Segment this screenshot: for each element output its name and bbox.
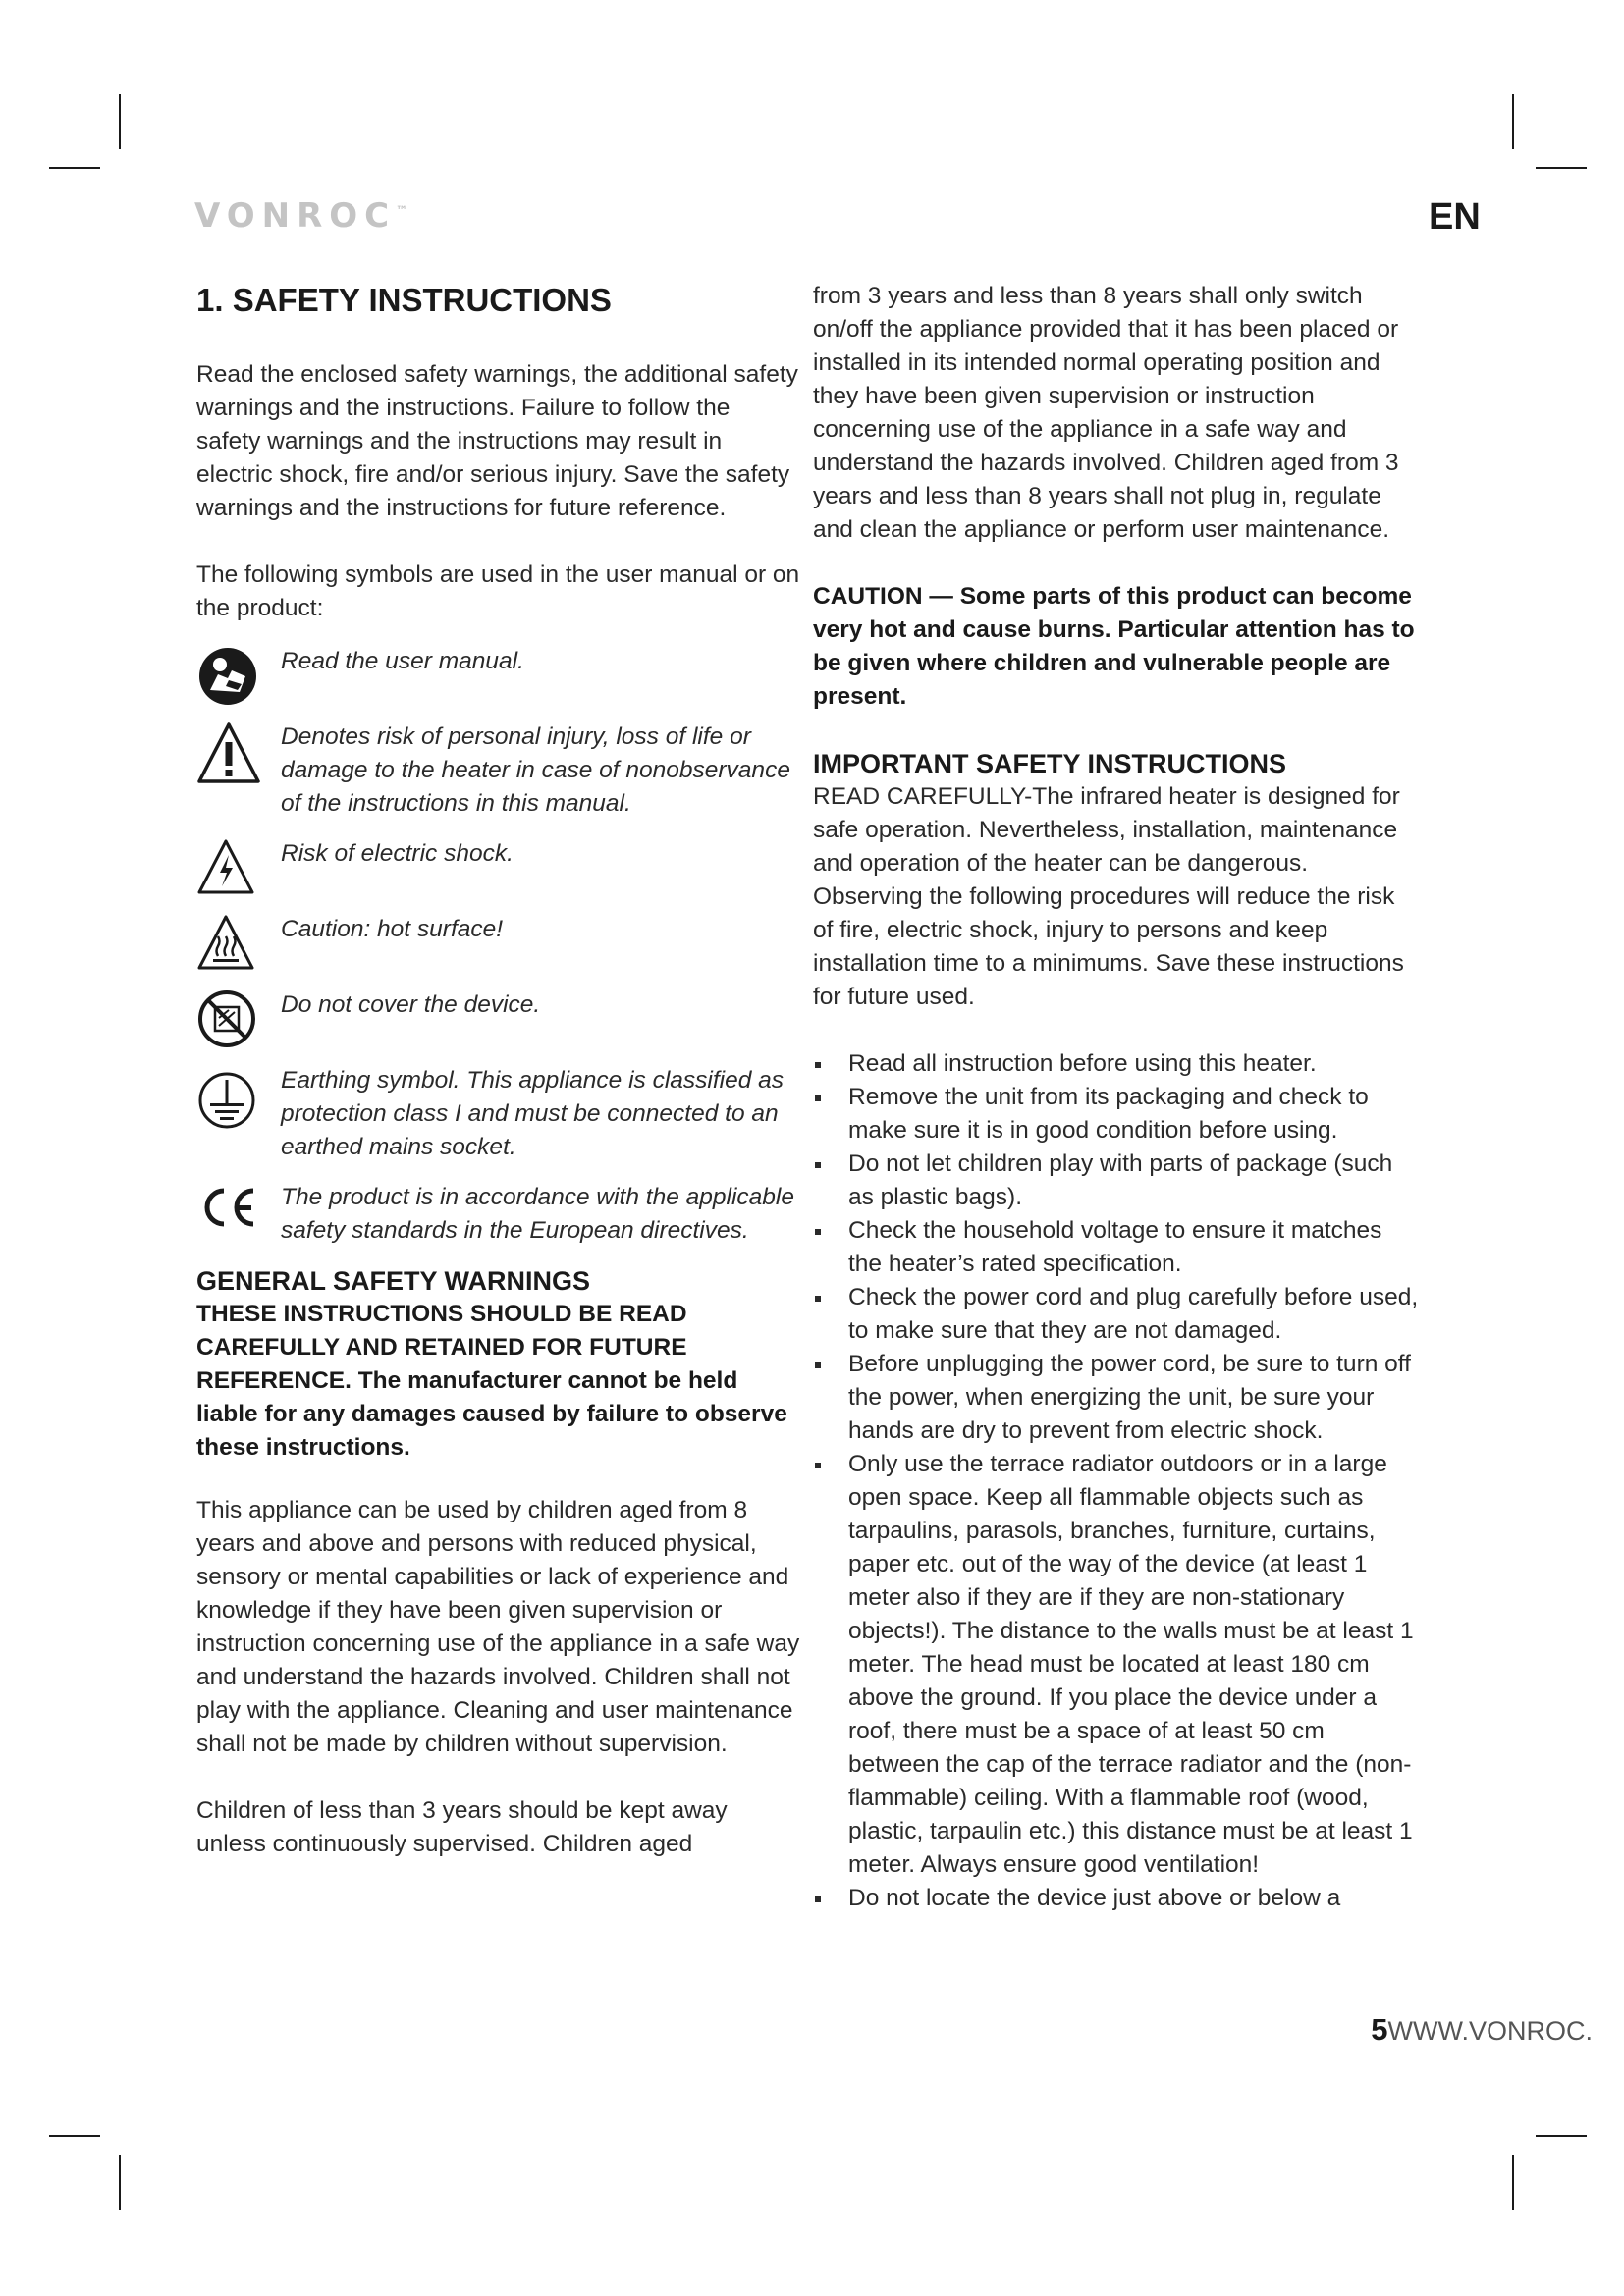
electric-shock-icon bbox=[196, 837, 255, 896]
earth-icon bbox=[196, 1070, 257, 1131]
symbol-text: Denotes risk of personal injury, loss of life or damage to the heater in case of nonobservance of the instructions in this manual. bbox=[281, 723, 790, 817]
list-item: Before unplugging the power cord, be sure to turn off the power, when energizing the unit, be sure your hands are dry to prevent from electric shock. bbox=[813, 1348, 1420, 1448]
symbol-row bbox=[196, 721, 800, 821]
crop-mark bbox=[1536, 167, 1587, 169]
children-paragraph-cont: from 3 years and less than 8 years shall only switch on/off the appliance provided that it has been placed or installed in its intended normal operating position and they have been given supervision or instruction concerning use of the appliance in a safe way and understand the hazards involved. Children aged from 3 years and less than 8 years shall not plug in, regulate and clean the appliance or perform user maintenance. bbox=[813, 283, 1399, 543]
list-item: Read all instruction before using this heater. bbox=[813, 1047, 1420, 1081]
children-paragraph-2: Children of less than 3 years should be kept away unless continuously supervised. Children aged bbox=[196, 1797, 728, 1857]
children-paragraph: This appliance can be used by children aged from 8 years and above and persons with reduced physical, sensory or mental capabilities or lack of experience and knowledge if they have been given supervision or instruction concerning use of the appliance in a safe way and understand the hazards involved. Children shall not play with the appliance. Cleaning and user maintenance shall not be made by children without supervision. bbox=[196, 1497, 800, 1757]
intro-paragraph: Read the enclosed safety warnings, the additional safety warnings and the instructions. Failure to follow the safety warnings and the instructions may result in electric shock, fire and/or serious injury. Save the safety warnings and the instructions for future reference. bbox=[196, 361, 798, 521]
instruction-list bbox=[813, 1047, 1420, 1915]
important-text: READ CAREFULLY-The infrared heater is designed for safe operation. Nevertheless, installation, maintenance and operation of the heater can be dangerous. Observing the following procedures will reduce the risk of fire, electric shock, injury to persons and keep installation time to a minimums. Save these instructions for future used. bbox=[813, 783, 1404, 1010]
important-safety-title: IMPORTANT SAFETY INSTRUCTIONS bbox=[813, 749, 1287, 778]
website-url: WWW.VONROC. bbox=[1387, 2016, 1593, 2046]
crop-mark bbox=[119, 2155, 121, 2210]
page-number: 5 bbox=[1371, 2012, 1388, 2047]
symbol-text: Earthing symbol. This appliance is classified as protection class I and must be connected to an earthed mains socket. bbox=[281, 1067, 785, 1160]
ce-mark-icon bbox=[196, 1183, 259, 1232]
general-safety-title: GENERAL SAFETY WARNINGS bbox=[196, 1266, 591, 1296]
symbol-row bbox=[196, 988, 800, 1047]
caution-text: CAUTION — Some parts of this product can become very hot and cause burns. Particular attention has to be given where children and vulnerable people are present. bbox=[813, 583, 1415, 710]
crop-mark bbox=[1512, 2155, 1514, 2210]
read-manual-icon bbox=[196, 645, 259, 708]
section-title: 1. SAFETY INSTRUCTIONS bbox=[196, 282, 612, 318]
list-item: Do not let children play with parts of package (such as plastic bags). bbox=[813, 1148, 1420, 1214]
hot-surface-icon bbox=[196, 913, 255, 972]
symbol-row bbox=[196, 1064, 800, 1164]
symbol-row bbox=[196, 645, 800, 704]
left-column bbox=[196, 280, 800, 1895]
crop-mark bbox=[1536, 2135, 1587, 2137]
list-item: Check the household voltage to ensure it matches the heater’s rated specification. bbox=[813, 1214, 1420, 1281]
symbol-text: The product is in accordance with the applicable safety standards in the European directives. bbox=[281, 1184, 794, 1244]
symbol-text: Read the user manual. bbox=[281, 648, 524, 674]
page-footer bbox=[1371, 2012, 1593, 2048]
symbol-row bbox=[196, 837, 800, 896]
list-item: Check the power cord and plug carefully before used, to make sure that they are not damaged. bbox=[813, 1281, 1420, 1348]
crop-mark bbox=[119, 94, 121, 149]
crop-mark bbox=[1512, 94, 1514, 149]
symbol-row bbox=[196, 1181, 800, 1248]
symbol-text: Risk of electric shock. bbox=[281, 840, 514, 867]
symbol-row bbox=[196, 913, 800, 972]
do-not-cover-icon bbox=[196, 988, 257, 1049]
list-item: Only use the terrace radiator outdoors or in a large open space. Keep all flammable objects such as tarpaulins, parasols, branches, furniture, curtains, paper etc. out of the way of the device (at least 1 meter also if they are if they are non-stationary objects!). The distance to the walls must be at least 1 meter. The head must be located at least 180 cm above the ground. If you place the device under a roof, there must be a space of at least 50 cm between the cap of the terrace radiator and the (non-flammable) ceiling. With a flammable roof (wood, plastic, tarpaulin etc.) this distance must be at least 1 meter. Always ensure good ventilation! bbox=[813, 1448, 1420, 1882]
symbol-text: Caution: hot surface! bbox=[281, 916, 504, 942]
general-safety-bold: THESE INSTRUCTIONS SHOULD BE READ CAREFULLY AND RETAINED FOR FUTURE REFERENCE. The manufacturer cannot be held liable for any damages caused by failure to observe these instructions. bbox=[196, 1301, 787, 1461]
symbols-intro: The following symbols are used in the user manual or on the product: bbox=[196, 561, 800, 621]
crop-mark bbox=[49, 167, 100, 169]
right-column bbox=[813, 280, 1420, 1915]
warning-icon bbox=[196, 721, 261, 785]
list-item: Do not locate the device just above or below a bbox=[813, 1882, 1420, 1915]
crop-mark bbox=[49, 2135, 100, 2137]
language-code: EN bbox=[1429, 196, 1481, 238]
symbol-text: Do not cover the device. bbox=[281, 991, 541, 1018]
list-item: Remove the unit from its packaging and check to make sure it is in good condition before using. bbox=[813, 1081, 1420, 1148]
brand-logo: VONROC™ bbox=[194, 196, 408, 236]
